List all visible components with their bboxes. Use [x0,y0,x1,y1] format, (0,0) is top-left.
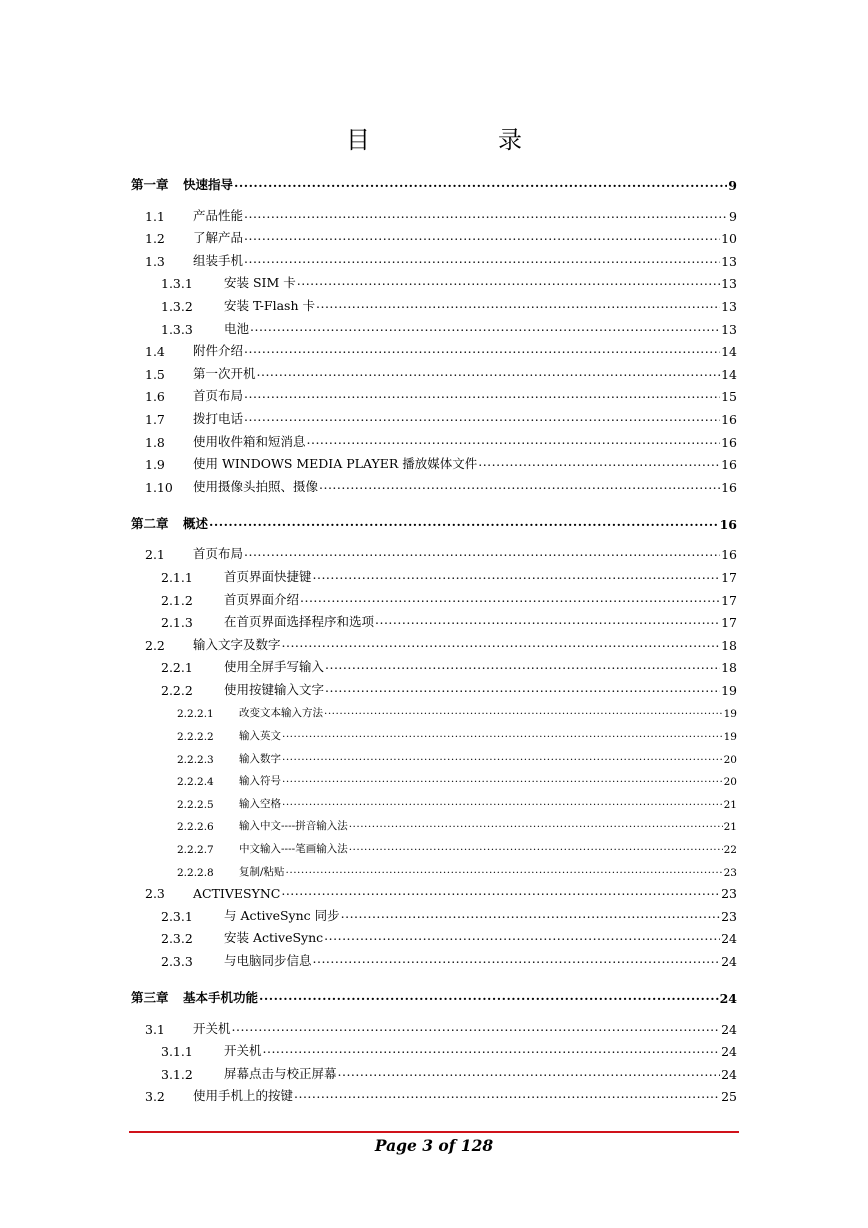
toc-leader-dots [259,988,719,1003]
toc-entry[interactable] [131,1082,737,1105]
toc-entry-page: 20 [723,753,737,766]
toc-entry-number: 2.3.2 [161,931,193,947]
toc-entry-page: 16 [721,457,737,473]
toc-entry-page: 18 [721,637,737,653]
toc-entry-number: 2.3 [145,886,165,902]
toc-leader-dots [300,590,720,605]
toc-leader-dots [234,175,727,190]
toc-entry-page: 14 [721,366,737,382]
toc-entry-page: 19 [723,731,737,744]
toc-leader-dots [282,751,723,763]
toc-entry-title: 使用摄像头拍照、摄像 [193,478,319,494]
toc-entry-title: 使用手机上的按键 [193,1088,294,1104]
toc-entry-page: 24 [719,991,737,1006]
toc-entry-title: 组装手机 [193,252,244,268]
toc-entry-title: 与电脑同步信息 [224,953,312,968]
toc-leader-dots [244,251,720,266]
toc-entry[interactable] [131,924,737,947]
toc-entry-number: 2.2.2.2 [177,731,214,744]
toc-entry-title: 首页布局 [193,546,244,562]
toc-leader-dots [375,612,720,627]
toc-entry-title: 复制/粘贴 [239,865,285,878]
toc-entry-title: 开关机 [224,1043,262,1059]
toc-entry-title: 首页布局 [193,388,244,404]
toc-entry[interactable] [131,833,737,856]
toc-entry-title: 输入空格 [239,797,281,810]
toc-entry[interactable] [131,382,737,405]
toc-entry-title: 拨打电话 [193,410,244,426]
toc-leader-dots [282,773,723,785]
toc-entry[interactable] [131,359,737,382]
toc-entry-title: 改变文本输入方法 [239,707,323,720]
toc-entry-page: 17 [721,569,737,585]
toc-entry-number: 1.2 [145,231,165,247]
toc-leader-dots [281,883,720,898]
toc-entry-page: 24 [721,1021,737,1037]
toc-leader-dots [244,228,720,243]
toc-entry-page: 23 [723,866,737,879]
toc-entry-number: 2.2.2.8 [177,866,214,879]
toc-entry[interactable] [131,246,737,269]
toc-entry-page: 21 [723,798,737,811]
toc-entry[interactable] [131,585,737,608]
toc-entry-number: 1.9 [145,457,165,473]
toc-leader-dots [282,796,723,808]
toc-entry-title: 使用 WINDOWS MEDIA PLAYER 播放媒体文件 [193,456,478,472]
toc-entry-page: 17 [721,592,737,608]
toc-entry-title: 安装 SIM 卡 [224,275,296,291]
toc-entry-page: 10 [721,231,737,247]
toc-leader-dots [209,514,719,529]
toc-entry-page: 13 [721,253,737,269]
toc-entry-number: 1.6 [145,389,165,405]
toc-entry[interactable] [131,291,737,314]
toc-entry[interactable] [131,472,737,495]
toc-entry-title: 输入符号 [239,775,281,788]
toc-entry-page: 23 [721,886,737,902]
toc-entry-page: 9 [728,178,737,193]
toc-entry[interactable] [131,1059,737,1082]
toc-entry-page: 16 [721,479,737,495]
toc-entry-page: 14 [721,344,737,360]
toc-entry-number: 1.3.2 [161,298,193,314]
toc-entry-page: 16 [721,411,737,427]
toc-entry-page: 24 [721,931,737,947]
toc-entry-number: 2.2 [145,637,165,653]
toc-leader-dots [286,864,723,876]
toc-leader-dots [349,818,723,830]
toc-entry-number: 2.2.2 [161,682,193,698]
toc-entry-page: 19 [723,708,737,721]
toc-entry-page: 24 [721,1066,737,1082]
toc-entry-page: 13 [721,321,737,337]
toc-entry-number: 1.1 [145,208,165,224]
toc-entry[interactable] [131,314,737,337]
toc-entry-page: 16 [719,516,737,532]
toc-entry-title: 电池 [224,320,250,336]
toc-entry[interactable] [131,201,737,224]
toc-title: 目 录 [346,126,574,154]
toc-entry-page: 13 [721,298,737,314]
toc-entry-number: 第三章 [131,990,169,1005]
toc-entry-title: 了解产品 [193,230,244,246]
toc-entry-number: 2.1 [145,547,165,563]
toc-entry-title: 使用按键输入文字 [224,681,325,697]
toc-entry[interactable] [131,720,737,743]
toc-entry[interactable] [131,743,737,766]
toc-entry-number: 2.3.3 [161,954,193,969]
toc-entry-number: 3.1.2 [161,1066,193,1082]
toc-entry[interactable] [131,811,737,834]
toc-leader-dots [294,1086,720,1101]
toc-entry[interactable] [131,698,737,721]
toc-entry-page: 18 [721,660,737,676]
toc-entry[interactable] [131,427,737,450]
toc-entry-title: 屏幕点击与校正屏幕 [224,1065,337,1081]
toc-entry[interactable] [131,946,737,969]
toc-entry[interactable] [131,404,737,427]
toc-entry-page: 22 [723,844,737,857]
toc-entry-page: 16 [721,547,737,563]
toc-entry-number: 1.3.3 [161,321,193,337]
toc-entry[interactable] [131,653,737,676]
toc-entry-page: 21 [723,821,737,834]
toc-entry-number: 2.1.2 [161,592,193,608]
toc-entry-title: 产品性能 [193,207,244,223]
toc-leader-dots [325,680,720,695]
toc-entry-number: 3.1.1 [161,1044,193,1060]
toc-leader-dots [338,1064,721,1079]
toc-entry-title: 在首页界面选择程序和选项 [224,614,375,630]
toc-entry[interactable] [131,540,737,563]
toc-leader-dots [244,386,720,401]
toc-entry-number: 2.2.2.7 [177,844,214,857]
toc-leader-dots [244,409,720,424]
toc-entry-title: 输入数字 [239,752,281,765]
toc-leader-dots [325,657,720,672]
toc-entry[interactable] [131,879,737,902]
toc-entry-number: 1.3 [145,253,165,269]
toc-entry-page: 15 [721,389,737,405]
table-of-contents [131,166,737,1104]
toc-entry-page: 20 [723,776,737,789]
toc-entry[interactable] [131,675,737,698]
toc-entry-page: 17 [721,615,737,631]
toc-leader-dots [282,635,721,650]
toc-entry-number: 3.2 [145,1089,165,1105]
toc-entry-title: 开关机 [193,1020,231,1036]
toc-entry-title: 基本手机功能 [183,990,259,1005]
toc-entry[interactable] [131,450,737,473]
toc-entry-number: 2.1.1 [161,569,193,585]
toc-entry[interactable] [131,1014,737,1037]
toc-entry[interactable] [131,856,737,879]
toc-leader-dots [244,206,728,221]
toc-entry-title: 使用收件箱和短消息 [193,433,306,449]
toc-entry-number: 2.2.2.4 [177,776,214,789]
toc-entry[interactable] [131,608,737,631]
toc-entry-title: 附件介绍 [193,343,244,359]
toc-entry-page: 16 [721,434,737,450]
toc-entry-number: 2.1.3 [161,615,193,631]
toc-entry-number: 第一章 [131,177,169,192]
toc-entry-number: 1.4 [145,344,165,360]
toc-entry[interactable] [131,1037,737,1060]
toc-leader-dots [316,296,720,311]
toc-entry[interactable] [131,766,737,789]
toc-leader-dots [478,454,720,469]
toc-entry-page: 25 [721,1089,737,1105]
toc-leader-dots [349,841,723,853]
toc-entry-page: 13 [721,276,737,292]
toc-entry-title: 中文输入----笔画输入法 [239,843,348,856]
toc-entry-page: 19 [721,682,737,698]
toc-leader-dots [250,319,720,334]
toc-entry-page: 9 [729,208,737,224]
toc-entry-page: 23 [721,908,737,924]
toc-entry-title: 输入文字及数字 [193,636,281,652]
toc-entry-title: 安装 T-Flash 卡 [224,297,315,313]
toc-entry-number: 2.2.2.5 [177,798,214,811]
toc-entry-number: 1.10 [145,479,173,495]
toc-leader-dots [257,364,721,379]
toc-leader-dots [244,544,720,559]
toc-entry[interactable] [131,983,737,1006]
toc-leader-dots [324,705,723,717]
toc-leader-dots [307,432,721,447]
toc-entry-title: 输入中文----拼音输入法 [239,820,348,833]
toc-entry[interactable] [131,337,737,360]
toc-entry-title: ACTIVESYNC [193,886,281,902]
toc-entry[interactable] [131,630,737,653]
toc-entry-number: 第二章 [131,515,169,531]
toc-entry-title: 快速指导 [183,177,234,192]
footer-divider [129,1131,739,1133]
toc-leader-dots [244,341,720,356]
toc-entry-number: 2.2.1 [161,660,193,676]
toc-entry-title: 安装 ActiveSync [224,930,324,946]
toc-entry-number: 3.1 [145,1021,165,1037]
toc-entry-number: 1.5 [145,366,165,382]
toc-entry-title: 第一次开机 [193,365,256,381]
toc-entry-page: 24 [721,954,737,969]
toc-entry[interactable] [131,562,737,585]
toc-leader-dots [297,273,720,288]
toc-leader-dots [313,951,721,966]
toc-entry-page: 24 [721,1044,737,1060]
toc-entry-number: 2.2.2.1 [177,708,214,721]
toc-entry[interactable] [131,170,737,193]
toc-entry-number: 1.3.1 [161,276,193,292]
toc-entry-title: 使用全屏手写输入 [224,659,325,675]
toc-leader-dots [263,1041,721,1056]
toc-leader-dots [341,906,720,921]
toc-entry[interactable] [131,224,737,247]
page-number: Page 3 of 128 [374,1136,494,1155]
toc-entry[interactable] [131,509,737,532]
toc-entry[interactable] [131,269,737,292]
toc-entry-title: 与 ActiveSync 同步 [224,907,340,923]
toc-entry-number: 2.2.2.3 [177,753,214,766]
toc-entry-title: 首页界面介绍 [224,591,300,607]
toc-entry-number: 1.8 [145,434,165,450]
toc-entry-title: 首页界面快捷键 [224,568,312,584]
toc-leader-dots [319,477,720,492]
toc-leader-dots [232,1019,721,1034]
toc-entry-title: 概述 [183,515,209,531]
toc-entry-title: 输入英文 [239,730,281,743]
toc-leader-dots [324,928,720,943]
toc-leader-dots [313,567,721,582]
toc-entry-number: 1.7 [145,411,165,427]
toc-entry[interactable] [131,901,737,924]
toc-entry-number: 2.2.2.6 [177,821,214,834]
toc-leader-dots [282,728,723,740]
toc-entry-number: 2.3.1 [161,908,193,924]
toc-entry[interactable] [131,788,737,811]
